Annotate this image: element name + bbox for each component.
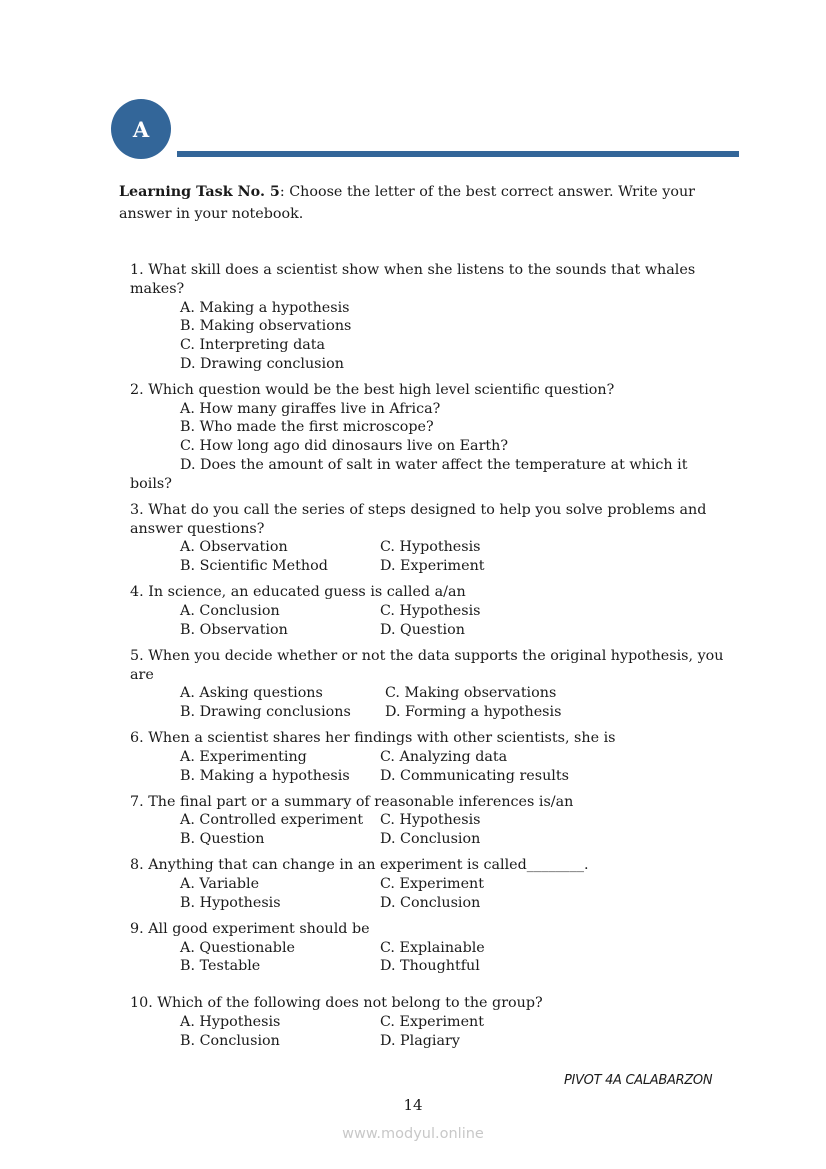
option-c: C. Experiment [380,876,485,893]
question-8 [130,856,730,912]
option-b: B. Who made the first microscope? [180,419,434,436]
option-d: D. Thoughtful [380,958,480,975]
section-badge-letter: A [132,116,150,142]
question-text: 6. When a scientist shares her findings with other scientists, she is [130,730,616,747]
question-2 [130,381,730,494]
option-a: A. Controlled experiment [180,812,364,829]
option-d: D. Question [380,621,465,638]
task-label: Learning Task No. 5 [119,184,280,200]
option-a: A. Hypothesis [180,1014,281,1030]
question-text: 1. What skill does a scientist show when she listens to the sounds that whales makes? [130,262,696,297]
option-b: B. Making a hypothesis [180,767,350,784]
option-b: B. Making observations [180,318,352,335]
option-c: C. How long ago did dinosaurs live on Earth? [180,438,509,455]
question-1 [130,261,730,374]
publisher-label: PIVOT 4A CALABARZON [564,1073,713,1088]
option-d: D. Does the amount of salt in water affect the temperature at which it [180,456,688,473]
option-b: B. Observation [180,621,288,638]
question-text: 8. Anything that can change in an experiment is called________. [130,857,589,874]
option-a: A. Questionable [180,939,295,956]
option-d: D. Conclusion [380,831,481,848]
option-d: D. Plagiary [380,1032,460,1049]
task-instructions [119,182,729,225]
option-b: B. Hypothesis [180,894,281,911]
question-5 [130,647,730,722]
option-a: A. How many giraffes live in Africa? [180,400,441,417]
question-9 [130,920,730,976]
option-d: D. Conclusion [380,894,481,911]
option-c: C. Experiment [380,1014,485,1030]
option-a: A. Variable [180,876,260,893]
option-c: C. Making observations [385,685,557,702]
question-10 [130,994,730,1050]
option-c: C. Interpreting data [180,337,326,354]
question-4 [130,583,730,639]
question-text: 7. The final part or a summary of reasonable inferences is/an [130,793,574,810]
question-text: 5. When you decide whether or not the data supports the original hypothesis, you are [130,647,724,683]
section-divider [177,151,739,157]
option-b: B. Conclusion [180,1032,280,1049]
option-b: B. Question [180,831,265,848]
option-a: A. Observation [180,539,288,556]
page-number: 14 [403,1096,423,1114]
question-text: 10. Which of the following does not belong to the group? [130,995,543,1012]
option-a: A. Conclusion [180,602,280,619]
option-b: B. Scientific Method [180,558,328,575]
option-d: D. Experiment [380,558,485,575]
question-text: 3. What do you call the series of steps designed to help you solve problems and answer questions? [130,501,707,537]
option-b: B. Drawing conclusions [180,704,351,721]
question-text: 4. In science, an educated guess is called a/an [130,584,466,601]
option-c: C. Hypothesis [380,812,481,829]
question-list [130,261,730,1058]
question-7 [130,793,730,849]
option-c: C. Analyzing data [380,748,508,765]
option-a: A. Making a hypothesis [180,299,350,316]
question-3 [130,501,730,576]
option-d: D. Communicating results [380,767,569,784]
option-c: C. Hypothesis [380,602,481,619]
option-c: C. Hypothesis [380,539,481,556]
option-c: C. Explainable [380,939,485,956]
watermark: www.modyul.online [342,1126,484,1142]
section-badge [111,99,171,159]
option-d: D. Drawing conclusion [180,355,344,372]
question-6 [130,729,730,785]
option-d-continuation: boils? [130,475,172,492]
question-text: 2. Which question would be the best high level scientific question? [130,381,615,398]
option-d: D. Forming a hypothesis [385,704,562,721]
task-instruction-text: : Choose the letter of the best correct answer. Write your answer in your notebook. [119,184,696,222]
option-b: B. Testable [180,958,261,975]
option-a: A. Experimenting [180,748,307,765]
question-text: 9. All good experiment should be [130,920,370,937]
option-a: A. Asking questions [180,685,323,702]
